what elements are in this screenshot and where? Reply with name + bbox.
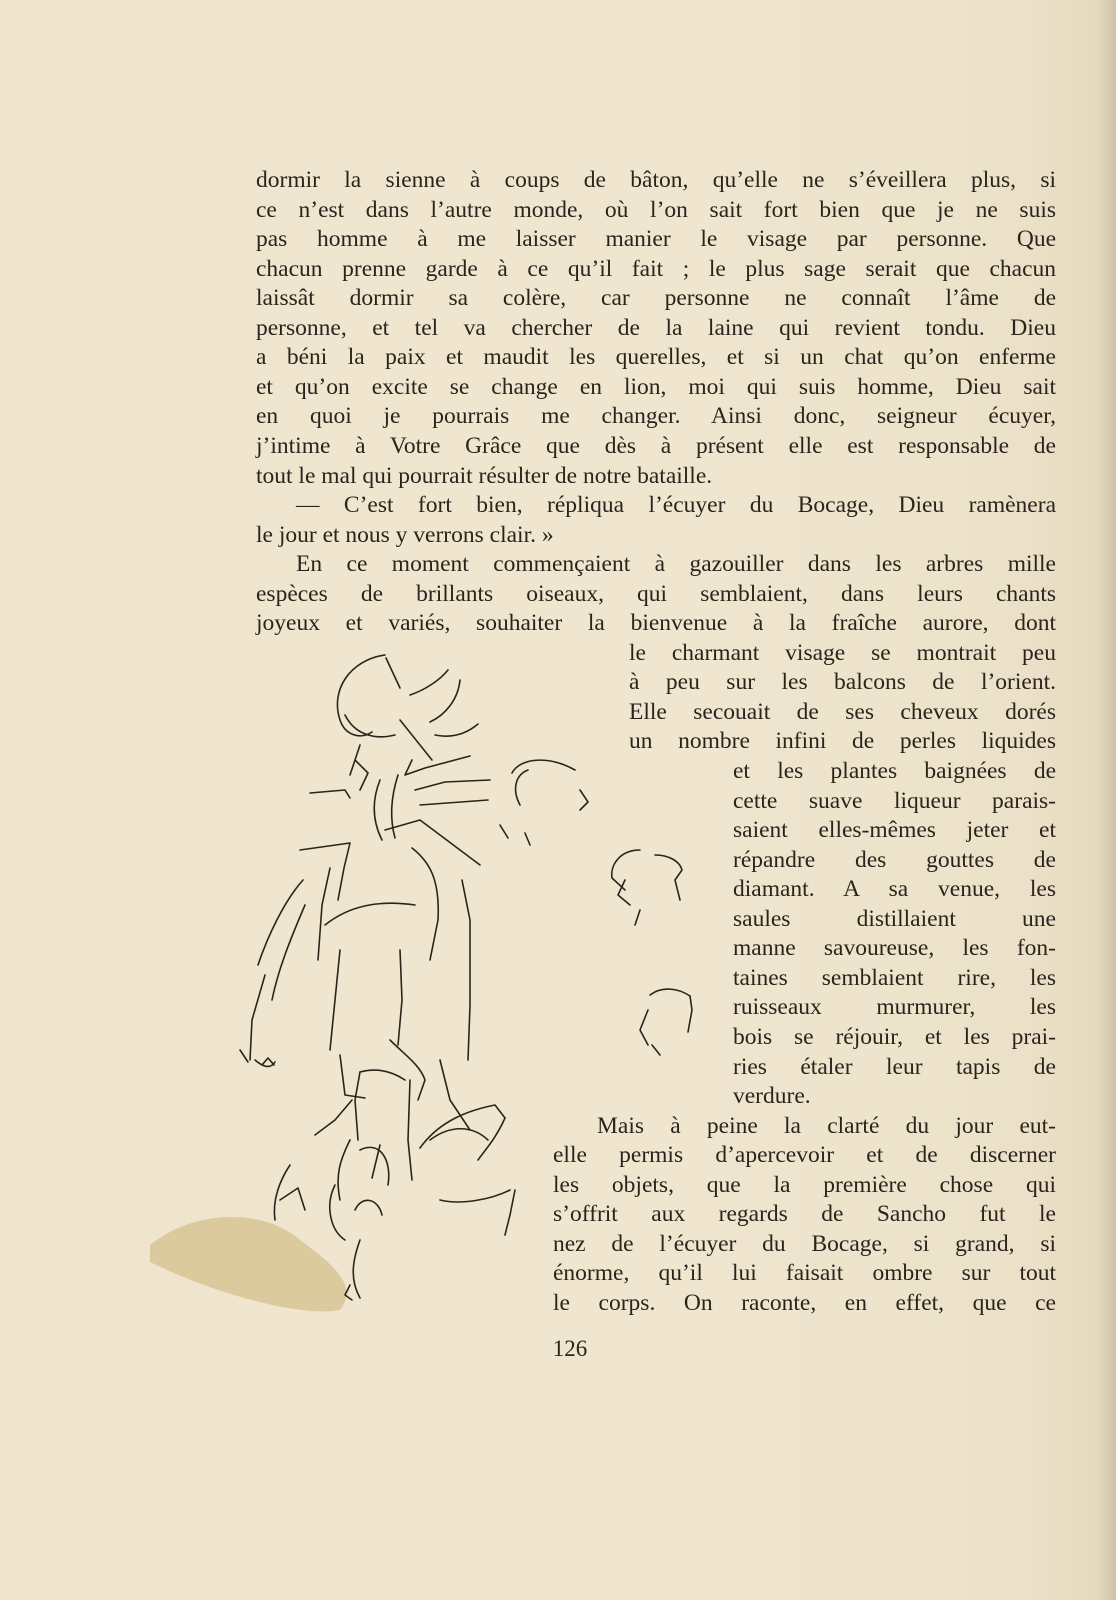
text-line: répandre des gouttes de	[733, 847, 1056, 873]
text-line: saient elles-mêmes jeter et	[733, 817, 1056, 843]
text-line: ce n’est dans l’autre monde, où l’on sait fort bien que je ne suis	[256, 197, 1056, 223]
text-line: en quoi je pourrais me changer. Ainsi donc, seigneur écuyer,	[256, 403, 1056, 429]
text-line: taines semblaient rire, les	[733, 965, 1056, 991]
text-line: les objets, que la première chose qui	[553, 1172, 1056, 1198]
text-line: Elle secouait de ses cheveux dorés	[629, 699, 1056, 725]
text-line: un nombre infini de perles liquides	[629, 728, 1056, 754]
text-line: pas homme à me laisser manier le visage par personne. Que	[256, 226, 1056, 252]
text-line: En ce moment commençaient à gazouiller dans les arbres mille	[296, 551, 1056, 577]
text-line: saules distillaient une	[733, 906, 1056, 932]
text-line: s’offrit aux regards de Sancho fut le	[553, 1201, 1056, 1227]
text-line: le jour et nous y verrons clair. »	[256, 522, 554, 548]
text-line: et les plantes baignées de	[733, 758, 1056, 784]
text-line: bois se réjouir, et les prai-	[733, 1024, 1056, 1050]
text-line: manne savoureuse, les fon-	[733, 935, 1056, 961]
text-line: nez de l’écuyer du Bocage, si grand, si	[553, 1231, 1056, 1257]
text-line: Mais à peine la clarté du jour eut-	[597, 1113, 1056, 1139]
text-line: verdure.	[733, 1083, 811, 1109]
text-line: tout le mal qui pourrait résulter de notre bataille.	[256, 463, 713, 489]
text-line: le charmant visage se montrait peu	[629, 640, 1056, 666]
text-line: — C’est fort bien, répliqua l’écuyer du Bocage, Dieu ramènera	[296, 492, 1056, 518]
text-line: laissât dormir sa colère, car personne ne connaît l’âme de	[256, 285, 1056, 311]
text-line: cette suave liqueur parais-	[733, 788, 1056, 814]
text-line: ruisseaux murmurer, les	[733, 994, 1056, 1020]
page-number: 126	[552, 1336, 588, 1361]
text-line: ries étaler leur tapis de	[733, 1054, 1056, 1080]
text-line: elle permis d’apercevoir et de discerner	[553, 1142, 1056, 1168]
text-line: à peu sur les balcons de l’orient.	[629, 669, 1056, 695]
text-line: personne, et tel va chercher de la laine qui revient tondu. Dieu	[256, 315, 1056, 341]
text-line: j’intime à Votre Grâce que dès à présent elle est responsable de	[256, 433, 1056, 459]
text-line: le corps. On raconte, en effet, que ce	[553, 1290, 1056, 1316]
text-line: chacun prenne garde à ce qu’il fait ; le plus sage serait que chacun	[256, 256, 1056, 282]
text-line: a béni la paix et maudit les querelles, et si un chat qu’on enferme	[256, 344, 1056, 370]
text-line: diamant. A sa venue, les	[733, 876, 1056, 902]
text-line: et qu’on excite se change en lion, moi qui suis homme, Dieu sait	[256, 374, 1056, 400]
text-line: dormir la sienne à coups de bâton, qu’elle ne s’éveillera plus, si	[256, 167, 1056, 193]
text-line: espèces de brillants oiseaux, qui semblaient, dans leurs chants	[256, 581, 1056, 607]
text-line: joyeux et variés, souhaiter la bienvenue à la fraîche aurore, dont	[256, 610, 1056, 636]
text-line: énorme, qu’il lui faisait ombre sur tout	[553, 1260, 1056, 1286]
